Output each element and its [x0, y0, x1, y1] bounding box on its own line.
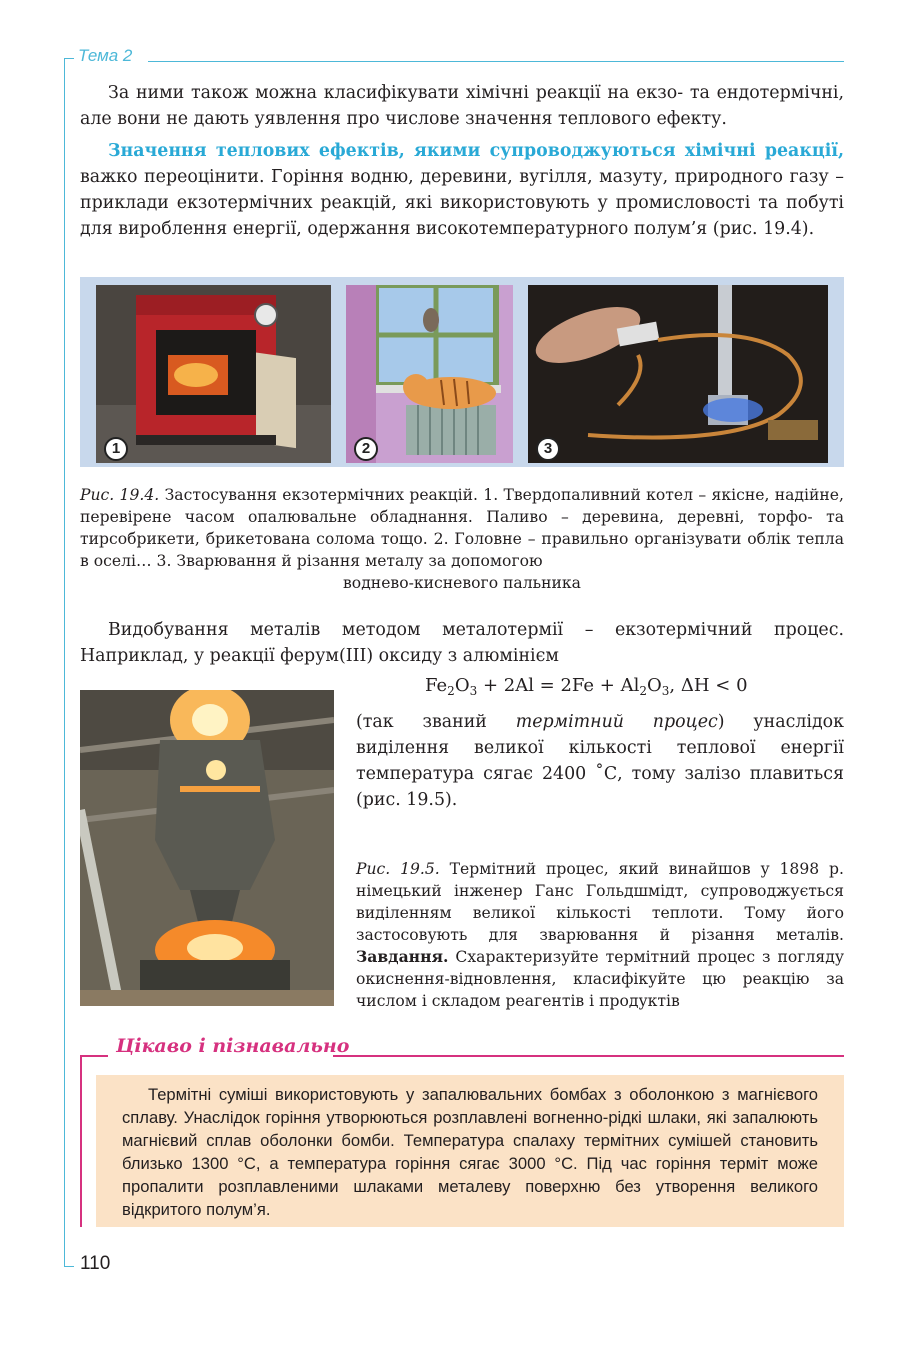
boiler-photo	[96, 285, 331, 463]
reaction-equation: $Fe_2O_3 + 2Al = 2Fe + Al_2O_3$, ΔH < 0	[425, 675, 748, 698]
paragraph-2	[80, 138, 844, 242]
interesting-text: Термітні суміші використовують у запалювальних бомбах з оболонкою з магнієвого сплаву. Унаслідок горіння утворюються розплавлені вогненно-рідкі шлаки, які запалюють магнієвий сплав оболонки бомби. Температура спалаху термітних сумішей становить близько 1300 °С, а температура горіння сягає 3000 °С. Під час горіння терміт може пропалити розплавленими шлаками металеву поверхню без утворення великого відкритого полум’я.	[122, 1085, 818, 1219]
paragraph-4: (так званий термітний процес) унаслідок виділення великої кількості теплової енергії температура сягає 2400 ˚С, тому залізо плавиться (рис. 19.5).	[356, 712, 844, 810]
figure-19-4-caption	[80, 484, 844, 594]
page-number: 110	[80, 1253, 111, 1274]
interesting-rule	[333, 1055, 844, 1057]
badge-1: 1	[104, 437, 128, 461]
interesting-rule-vertical	[80, 1055, 82, 1227]
cat-radiator-illustration	[346, 285, 513, 463]
figure-19-5-caption: Рис. 19.5. Термітний процес, який винайшов у 1898 р. німецький інженер Ганс Гольдшмідт, супроводжується виділенням великої кількості теплоти. Тому його застосовують для зварювання й різання металів. Завдання. Схарактеризуйте термітний процес з погляду окиснення-відновлення, класифікуйте цю реакцію за числом і складом реагентів і продуктів	[356, 860, 844, 1010]
margin-rule	[64, 58, 65, 1266]
theme-label: Тема 2	[78, 46, 133, 65]
task-label: Завдання.	[356, 947, 449, 966]
caption-text: Застосування екзотермічних реакцій. 1. Твердопаливний котел – якісне, надійне, перевірене часом опалювальне обладнання. Паливо – деревина, деревні, торфо- та тирсобрикети, брикетована солома тощо. 2. Головне – правильно організувати облік тепла в оселі… 3. Зварювання й різання металу за допомогою	[80, 486, 844, 570]
caption-label: Рис. 19.4.	[80, 486, 160, 504]
margin-rule-bottom	[64, 1266, 74, 1267]
caption-label: Рис. 19.5.	[356, 860, 440, 878]
paragraph-2-rest: важко переоцінити. Горіння водню, деревини, вугілля, мазуту, природного газу – приклади екзотермічних реакцій, які використовують у промисловості та побуті для вироблення енергії, одержання високотемпературного полум’я (рис. 19.4).	[80, 167, 844, 239]
header-rule	[148, 61, 844, 62]
welding-torch-photo	[528, 285, 828, 463]
figure-19-4	[80, 277, 844, 467]
thermite-process-photo	[80, 690, 334, 1006]
badge-3: 3	[536, 437, 560, 461]
highlight-phrase: Значення теплових ефектів, якими супроводжуються хімічні реакції,	[108, 141, 844, 161]
margin-rule-top	[64, 58, 74, 59]
interesting-rule-left	[80, 1055, 108, 1057]
badge-2: 2	[354, 437, 378, 461]
interesting-title: Цікаво і пізнавально	[116, 1035, 350, 1057]
thermite-term: термітний процес	[515, 712, 718, 732]
interesting-box	[96, 1075, 844, 1227]
paragraph-3: Видобування металів методом металотермії – екзотермічний процес. Наприклад, у реакції ферум(III) оксиду з алюмінієм	[80, 620, 844, 666]
caption-last-line: воднево-кисневого пальника	[343, 574, 581, 592]
paragraph-1: За ними також можна класифікувати хімічні реакції на екзо- та ендотермічні, але вони не дають уявлення про числове значення теплового ефекту.	[80, 83, 844, 129]
